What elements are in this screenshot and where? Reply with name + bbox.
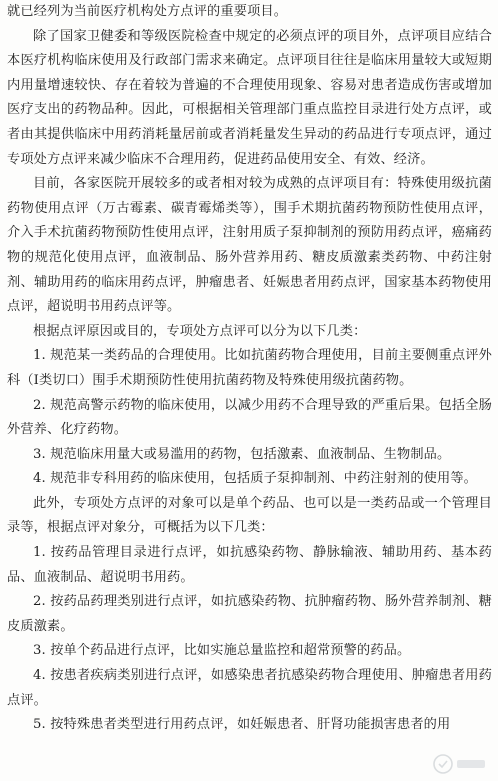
paragraph-classification-by-object: 此外，专项处方点评的对象可以是单个药品、也可以是一类药品或一个管理目录等，根据点评对象分，可概括为以下几类： — [7, 495, 492, 536]
watermark-logo-icon — [432, 753, 490, 775]
paragraph-current-projects: 目前，各家医院开展较多的或者相对较为成熟的点评项目有：特殊使用级抗菌药物使用点评（万古霉素、碳青霉烯类等），围手术期抗菌药物预防性使用点评，介入手术抗菌药物预防性使用点评，注射用质子泵抑制剂的预防用药点评，癌痛药物的规范化使用点评，血液制品、肠外营养用药、糖皮质激素类药物、中药注射剂、辅助用药的临床用药点评，肿瘤患者、妊娠患者用药点评，国家基本药物使用点评，超说明书用药点评等。 — [7, 176, 492, 315]
list-item-object-3: 3. 按单个药品进行点评，比如实施总量监控和超常预警的药品。 — [33, 643, 411, 659]
list-item-purpose-4: 4. 规范非专科用药的临床使用，包括质子泵抑制剂、中药注射剂的使用等。 — [33, 471, 478, 487]
list-item-object-1: 1. 按药品管理目录进行点评，如抗感染药物、静脉输液、辅助用药、基本药品、血液制品、超说明书用药。 — [7, 545, 492, 585]
paragraph-classification-by-purpose: 根据点评原因或目的，专项处方点评可以分为以下几类： — [33, 323, 367, 339]
paragraph-intro-tail: 就已经列为当前医疗机构处方点评的重要项目。 — [7, 4, 288, 19]
list-item-purpose-2: 2. 规范高警示药物的临床使用，以减少用药不合理导致的严重后果。包括全肠外营养、化疗药物。 — [7, 397, 492, 438]
list-item-object-2: 2. 按药品药理类别进行点评，如抗感染药物、抗肿瘤药物、肠外营养制剂、糖皮质激素。 — [7, 594, 492, 634]
list-item-purpose-3: 3. 规范临床用量大或易滥用的药物，包括激素、血液制品、生物制品。 — [33, 446, 451, 462]
document-body — [7, 0, 492, 738]
paragraph-project-selection: 除了国家卫健委和等级医院检查中规定的必须点评的项目外，点评项目应结合本医疗机构临床使用及行政部门需求来确定。点评项目往往是临床用量较大或短期内用量增速较快、存在着较为普遍的不合理使用现象、容易对患者造成伤害或增加医疗支出的药物品种。因此，可根据相关管理部门重点监控目录进行处方点评，或者由其提供临床中用药消耗量居前或者消耗量发生异动的药品进行专项点评，通过专项处方点评来减少临床不合理用药，促进药品使用安全、有效、经济。 — [7, 28, 492, 167]
list-item-purpose-1: 1. 规范某一类药品的合理使用。比如抗菌药物合理使用，目前主要侧重点评外科（Ⅰ类切口）围手术期预防性使用抗菌药物及特殊使用级抗菌药物。 — [7, 348, 492, 388]
list-item-object-5: 5. 按特殊患者类型进行用药点评，如妊娠患者、肝肾功能损害患者的用 — [33, 717, 451, 733]
list-item-object-4: 4. 按患者疾病类别进行点评，如感染患者抗感染药物合理使用、肿瘤患者用药点评。 — [7, 668, 492, 708]
